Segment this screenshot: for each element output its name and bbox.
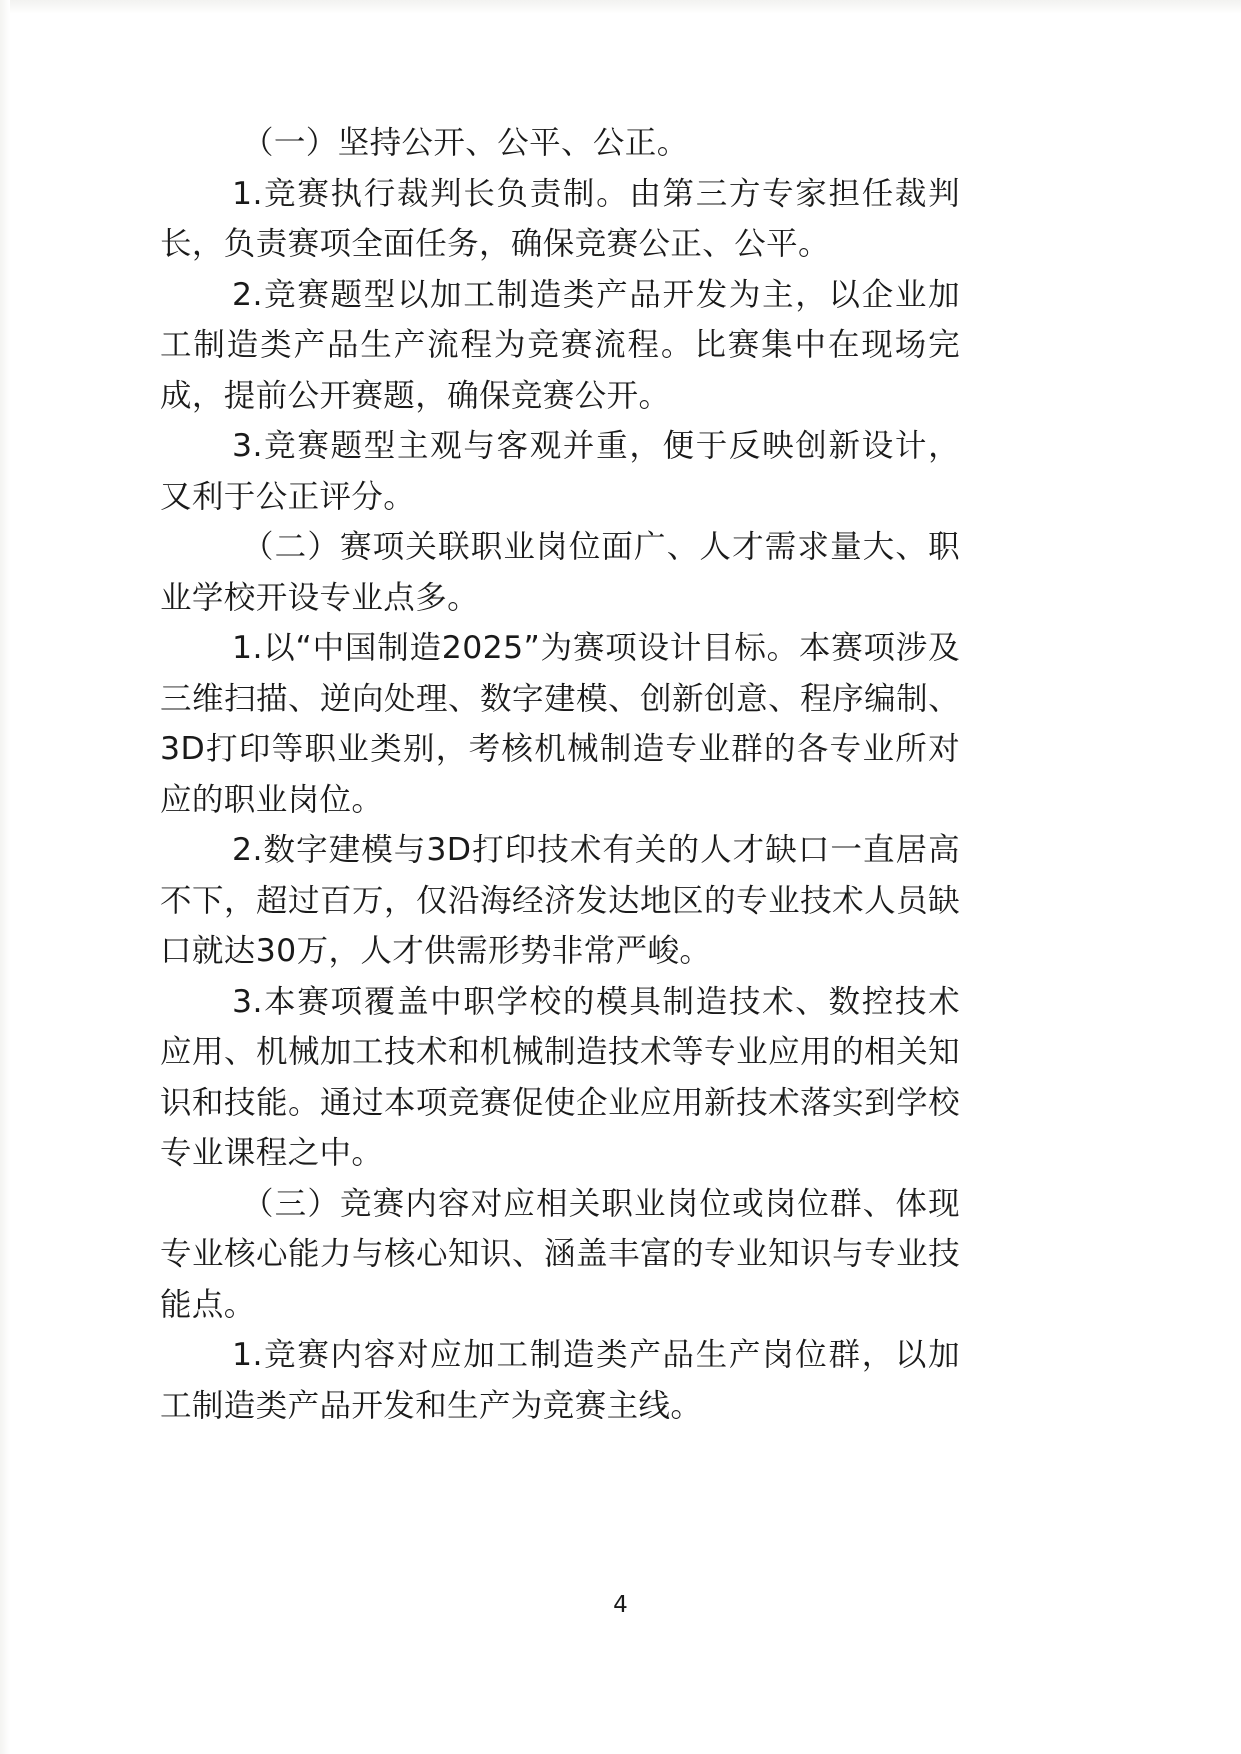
paragraph-item-2-3: 3.本赛项覆盖中职学校的模具制造技术、数控技术应用、机械加工技术和机械制造技术等专业应用的相关知识和技能。通过本项竞赛促使企业应用新技术落实到学校专业课程之中。	[160, 983, 960, 1171]
section-heading-2: （二）赛项关联职业岗位面广、人才需求量大、职业学校开设专业点多。	[160, 529, 960, 616]
paragraph-item-2-2: 2.数字建模与3D打印技术有关的人才缺口一直居高不下，超过百万，仅沿海经济发达地区的专业技术人员缺口就达30万，人才供需形势非常严峻。	[160, 832, 960, 969]
paragraph-item-1-3: 3.竞赛题型主观与客观并重，便于反映创新设计，又利于公正评分。	[160, 428, 960, 515]
section-heading-3: （三）竞赛内容对应相关职业岗位或岗位群、体现专业核心能力与核心知识、涵盖丰富的专业知识与专业技能点。	[160, 1185, 960, 1323]
page-number: 4	[613, 1592, 628, 1618]
paragraph-item-3-1: 1.竞赛内容对应加工制造类产品生产岗位群，以加工制造类产品开发和生产为竞赛主线。	[160, 1337, 960, 1424]
paragraph-item-1-2: 2.竞赛题型以加工制造类产品开发为主，以企业加工制造类产品生产流程为竞赛流程。比赛集中在现场完成，提前公开赛题，确保竞赛公开。	[160, 276, 960, 414]
scan-edge-top	[0, 0, 1241, 14]
paragraph-item-1-1: 1.竞赛执行裁判长负责制。由第三方专家担任裁判长，负责赛项全面任务，确保竞赛公正、公平。	[160, 175, 960, 262]
section-heading-1: （一）坚持公开、公平、公正。	[242, 125, 689, 161]
paragraph-item-2-1: 1.以“中国制造2025”为赛项设计目标。本赛项涉及三维扫描、逆向处理、数字建模、创新创意、程序编制、3D打印等职业类别，考核机械制造专业群的各专业所对应的职业岗位。	[160, 630, 960, 818]
document-body	[160, 118, 960, 1431]
page-footer	[0, 1592, 1241, 1618]
scan-edge-left	[0, 0, 10, 1754]
